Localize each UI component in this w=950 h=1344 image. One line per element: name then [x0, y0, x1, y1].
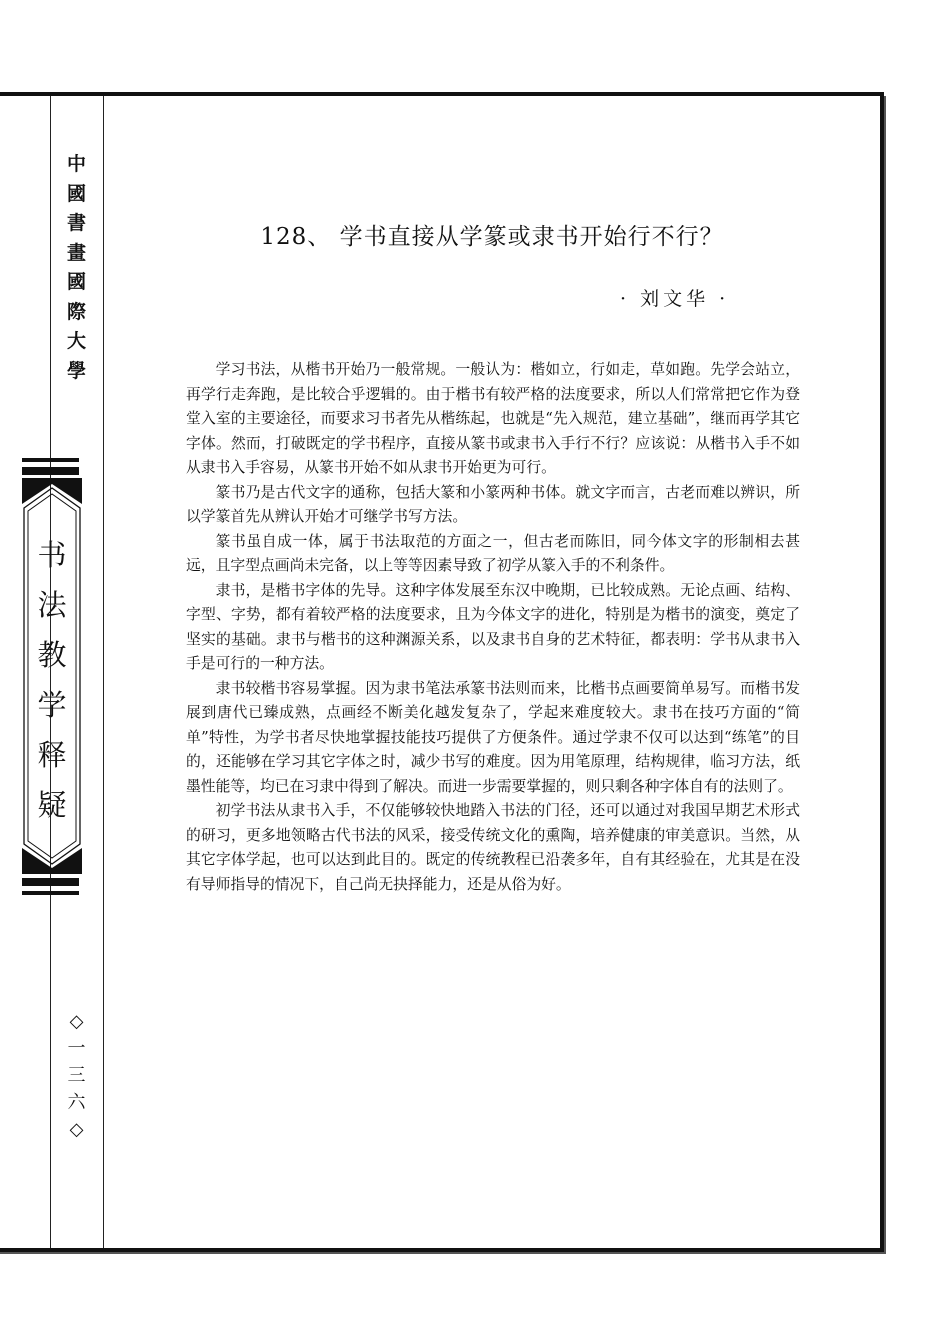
series-title-vertical: [50, 150, 103, 386]
series-char: 書: [66, 212, 86, 234]
plaque-bottom-band-thin: [22, 891, 79, 895]
page-number-char: ◇: [69, 1119, 84, 1140]
series-char: 際: [66, 300, 86, 323]
frame-top-border: [0, 92, 884, 96]
article-title: 128、 学书直接从学篆或隶书开始行不行？: [260, 224, 724, 250]
plaque-top-band-thick: [22, 467, 79, 475]
book-title-char: 释: [37, 738, 67, 772]
paragraph: 初学书法从隶书入手，不仅能够较快地踏入书法的门径，还可以通过对我国早期艺术形式的研习，更多地领略古代书法的风采，接受传统文化的熏陶，培养健康的审美意识。当然，从其它字体学起，也可以达到此目的。既定的传统教程已沿袭多年，自有其经验在，尤其是在没有导师指导的情况下，自己尚无抉择能力，还是从俗为好。: [186, 802, 800, 893]
page-number-char: 三: [67, 1065, 86, 1086]
article-body: [186, 358, 800, 897]
frame-right-shadow: [884, 96, 886, 1254]
article-author: · 刘文华 ·: [620, 288, 730, 310]
paragraph: 学习书法，从楷书开始乃一般常规。一般认为：楷如立，行如走，草如跑。先学会站立，再学行走奔跑，是比较合乎逻辑的。由于楷书有较严格的法度要求，所以人们常常把它作为登堂入室的主要途径，而要求习书者先从楷练起，也就是“先入规范，建立基础”，继而再学其它字体。然而，打破既定的学书程序，直接从篆书或隶书入手行不行？应该说：从楷书入手不如从隶书入手容易，从篆书开始不如从隶书开始更为可行。: [186, 361, 800, 476]
page-number-char: 一: [67, 1038, 86, 1059]
book-title-char: 书: [37, 538, 67, 572]
series-char: 畫: [66, 241, 86, 264]
paragraph: 篆书虽自成一体，属于书法取范的方面之一，但古老而陈旧，同今体文字的形制相去甚远，且字型点画尚未完备，以上等等因素导致了初学从篆入手的不利条件。: [186, 532, 800, 574]
series-char: 大: [66, 330, 86, 352]
page-number-char: 六: [67, 1092, 86, 1113]
series-char: 中: [66, 153, 86, 175]
page-number-vertical: [50, 1008, 103, 1143]
book-title-char: 疑: [37, 788, 67, 822]
book-title-char: 教: [37, 638, 67, 672]
paragraph: 隶书较楷书容易掌握。因为隶书笔法承篆书法则而来，比楷书点画要简单易写。而楷书发展到唐代已臻成熟，点画经不断美化越发复杂了，学起来难度较大。隶书在技巧方面的“简单”特性，为学书者尽快地掌握技能技巧提供了方便条件。通过学隶不仅可以达到“练笔”的目的，还能够在学习其它字体之时，减少书写的难度。因为用笔原理，结构规律，临习方法，纸墨性能等，均已在习隶中得到了解决。而进一步需要掌握的，则只剩各种字体自有的法则了。: [186, 679, 800, 795]
paragraph: 隶书，是楷书字体的先导。这种字体发展至东汉中晚期，已比较成熟。无论点画、结构、字型、字势，都有着较严格的法度要求，且为今体文字的进化，特别是为楷书的演变，奠定了坚实的基础。隶书与楷书的这种渊源关系，以及隶书自身的艺术特征，都表明：学书从隶书入手是可行的一种方法。: [186, 581, 800, 672]
sidebar-right-rule: [103, 96, 104, 1248]
series-char: 學: [66, 359, 86, 382]
page-number-char: ◇: [69, 1011, 84, 1032]
series-char: 國: [66, 182, 86, 205]
book-title-vertical: [22, 530, 82, 830]
series-char: 國: [66, 271, 86, 293]
plaque-bottom-band-thick: [22, 878, 79, 886]
plaque-top-band-thin: [22, 458, 79, 462]
book-title-char: 法: [37, 588, 67, 622]
paragraph: 篆书乃是古代文字的通称，包括大篆和小篆两种书体。就文字而言，古老而难以辨识，所以学篆首先从辨认开始才可继学书写方法。: [186, 483, 800, 525]
book-title-char: 学: [37, 688, 67, 722]
frame-bottom-shadow: [0, 1252, 886, 1254]
